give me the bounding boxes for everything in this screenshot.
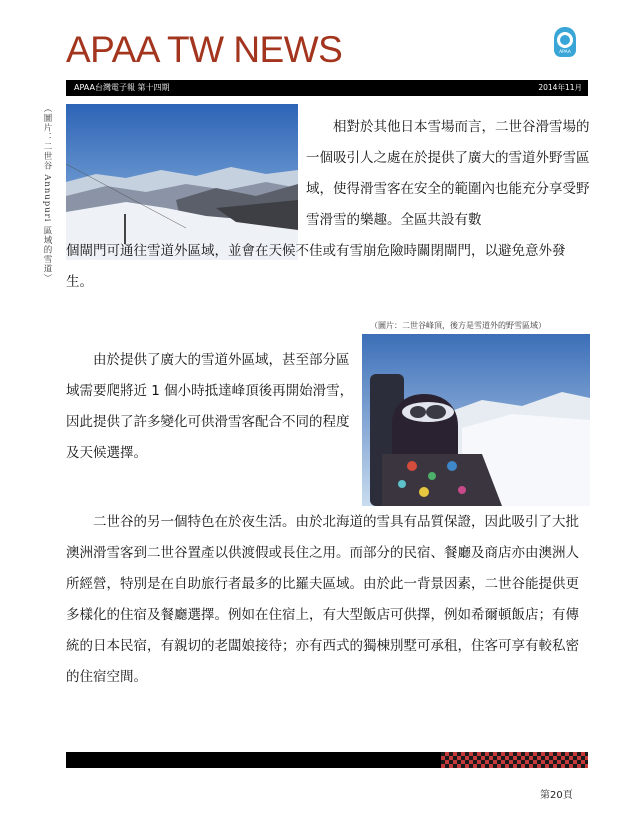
footer-bar	[66, 752, 441, 768]
article-paragraph-2: 由於提供了廣大的雪道外區域，甚至部分區域需要爬將近 1 個小時抵達峰頂後再開始滑雪，因此提供了許多變化可供滑雪客配合不同的程度及天候選擇。	[66, 352, 354, 461]
svg-text:APAA: APAA	[559, 50, 571, 55]
article-paragraph-3: 二世谷的另一個特色在於夜生活。由於北海道的雪具有品質保證，因此吸引了大批澳洲滑雪客到二世谷置產以供渡假或長住之用。而部分的民宿、餐廳及商店亦由澳洲人所經營，特別是在自助旅行者最多的比羅夫區域。由於此一背景因素，二世谷能提供更多樣化的住宿及餐廳選擇。例如在住宿上，有大型飯店可供擇，例如希爾頓飯店；有傳統的日本民宿，有親切的老闆娘接待；亦有西式的獨棟別墅可承租，住客可享有較私密的住宿空間。	[66, 514, 579, 685]
issue-bar	[66, 80, 588, 96]
issue-date: 2014年11月	[538, 83, 582, 92]
photo1-caption: （圖片：二世谷 Annupuri 區域的雪道）	[42, 104, 52, 284]
article-paragraph-1b: 個閘門可通往雪道外區域，並會在天候不佳或有雪崩危險時關閉閘門，以避免意外發生。	[66, 243, 566, 290]
photo2-caption: （圖片：二世谷峰頂，後方是雪道外的野雪區域）	[370, 321, 546, 330]
article-paragraph-1a: 相對於其他日本雪場而言，二世谷滑雪場的一個吸引人之處在於提供了廣大的雪道外野雪區域，使得滑雪客在安全的範圍內也能充分享受野雪滑雪的樂趣。全區共設有數	[306, 119, 590, 228]
skier-summit-photo	[362, 334, 590, 506]
apaa-logo-icon	[552, 26, 578, 58]
issue-label: APAA台灣電子報 第十四期	[74, 83, 170, 92]
footer-checker-pattern	[441, 752, 588, 768]
page-number: 第20頁	[540, 790, 573, 801]
masthead-title: APAA TW NEWS	[66, 29, 343, 70]
